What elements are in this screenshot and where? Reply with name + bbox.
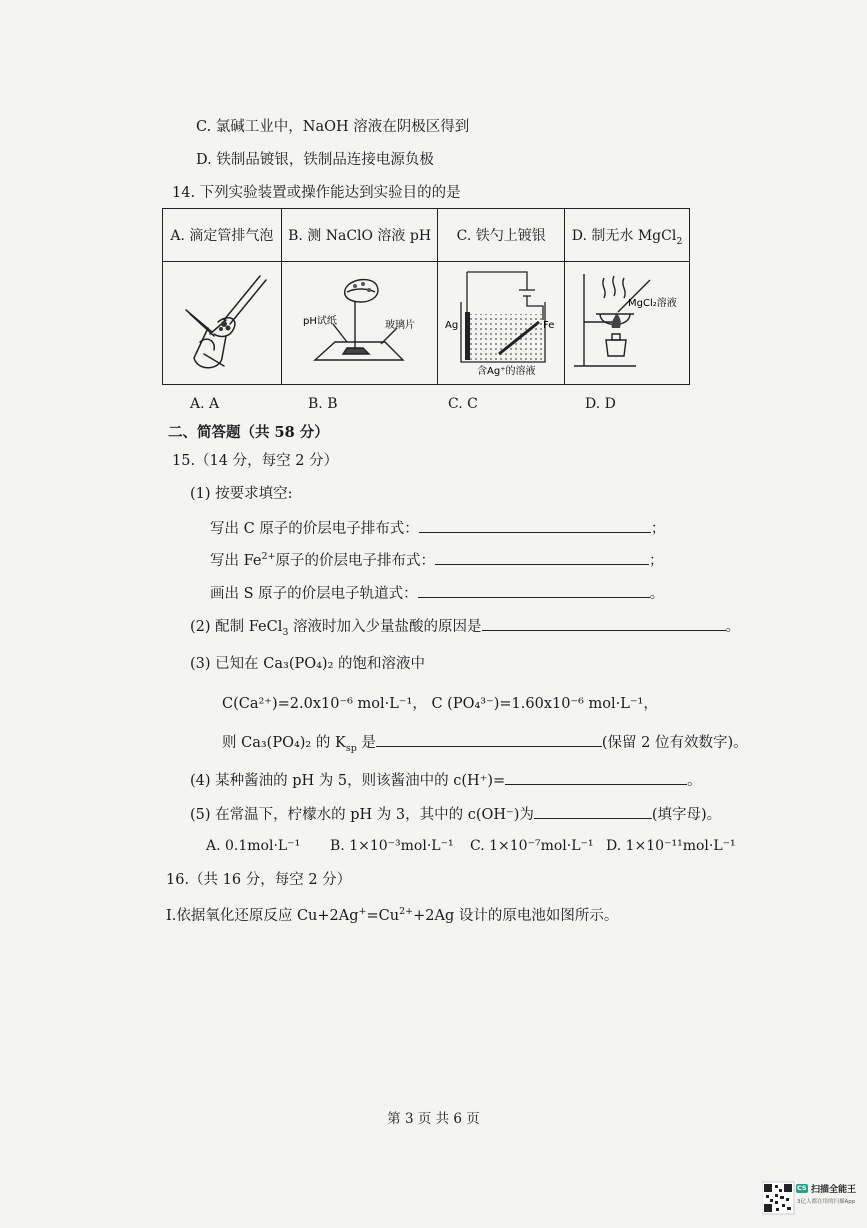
answer-blank[interactable] <box>482 616 726 631</box>
electrolyte-label: 含Ag⁺的溶液 <box>477 366 536 377</box>
q14-options-table <box>162 208 690 385</box>
mgcl2-solution-label: MgCl₂溶液 <box>628 298 677 309</box>
q15-part5-option-b: B. 1×10⁻³mol·L⁻¹ <box>330 838 454 854</box>
cs-badge-text: CS <box>797 1184 807 1192</box>
glass-plate-label: 玻璃片 <box>384 320 415 331</box>
q14-stem: 14. 下列实验装置或操作能达到实验目的的是 <box>172 185 461 201</box>
answer-blank[interactable] <box>534 804 652 819</box>
answer-blank[interactable] <box>376 732 602 747</box>
q15-part1-line-c: 写出 C 原子的价层电子排布式： ； <box>210 518 665 539</box>
q14-answer-b: B. B <box>308 396 338 412</box>
q15-part1-title: (1) 按要求填空: <box>190 486 293 502</box>
section-2-title: 二、简答题（共 58 分） <box>168 424 329 441</box>
q15-part4: (4) 某种酱油的 pH 为 5，则该酱油中的 c(H⁺)= 。 <box>190 770 702 791</box>
q14-image-d <box>565 262 690 385</box>
answer-blank[interactable] <box>505 770 687 785</box>
answer-blank[interactable] <box>418 583 650 598</box>
answer-blank[interactable] <box>419 518 651 533</box>
page-number-footer: 第 3 页 共 6 页 <box>387 1111 480 1127</box>
q16-part1-text: Ⅰ.依据氧化还原反应 $Cu+2Ag^+=Cu^{2+}+2Ag$ 设计的原电池如图所示。 <box>166 906 619 924</box>
evaporation-setup-illustration <box>566 262 688 380</box>
q14-image-a <box>163 262 282 385</box>
scanner-brand: 扫描全能王 <box>811 1185 857 1195</box>
q14-header-d: D. 制无水 MgCl$_2$ <box>565 209 690 262</box>
q15-part3-ksp: 则 Ca₃(PO₄)₂ 的 $K_{sp}$ 是 (保留 2 位有效数字)。 <box>222 732 748 753</box>
q13-option-c: C. 氯碱工业中，NaOH 溶液在阴极区得到 <box>196 119 470 135</box>
q15-stem: 15.（14 分，每空 2 分） <box>172 453 339 469</box>
scanner-tagline: 3亿人都在用的扫描App <box>797 1199 856 1205</box>
q15-part3-concentrations: C(Ca²⁺)=2.0x10⁻⁶ mol·L⁻¹， C (PO₄³⁻)=1.60x10⁻⁶ mol·L⁻¹， <box>222 696 658 712</box>
q15-part1-line-fe: 写出 $Fe^{2+}$原子的价层电子排布式： ； <box>210 551 664 569</box>
ph-test-paper-illustration <box>285 262 435 380</box>
answer-blank[interactable] <box>435 550 649 565</box>
q14-answer-a: A. A <box>190 396 220 412</box>
q15-part2: (2) 配制 FeCl$_3$ 溶液时加入少量盐酸的原因是 。 <box>190 616 740 637</box>
burette-bubble-illustration <box>164 262 280 380</box>
ag-electrode-label: Ag <box>445 320 459 331</box>
q16-stem: 16.（共 16 分，每空 2 分） <box>166 872 352 888</box>
q15-part3-title: (3) 已知在 Ca₃(PO₄)₂ 的饱和溶液中 <box>190 656 426 672</box>
q14-answer-d: D. D <box>585 396 616 412</box>
q14-header-a: A. 滴定管排气泡 <box>163 209 282 262</box>
q13-option-d: D. 铁制品镀银，铁制品连接电源负极 <box>196 152 434 168</box>
ph-paper-label: pH试纸 <box>302 316 337 327</box>
electroplating-cell-illustration <box>439 262 563 380</box>
q15-part5-option-d: D. 1×10⁻¹¹mol·L⁻¹ <box>606 838 736 854</box>
q14-image-b <box>281 262 438 385</box>
q15-part1-line-s: 画出 S 原子的价层电子轨道式： 。 <box>210 583 664 604</box>
q14-header-b: B. 测 NaClO 溶液 pH <box>281 209 438 262</box>
fe-electrode-label: Fe <box>543 320 555 331</box>
q15-part5-option-c: C. 1×10⁻⁷mol·L⁻¹ <box>470 838 594 854</box>
q15-part5: (5) 在常温下，柠檬水的 pH 为 3，其中的 c(OH⁻)为 (填字母)。 <box>190 804 721 825</box>
q14-header-c: C. 铁勺上镀银 <box>438 209 565 262</box>
silver-electrode <box>465 312 470 360</box>
q14-answer-c: C. C <box>448 396 478 412</box>
q14-image-c <box>438 262 565 385</box>
scanner-watermark <box>762 1180 857 1220</box>
q15-part5-option-a: A. 0.1mol·L⁻¹ <box>206 838 301 854</box>
